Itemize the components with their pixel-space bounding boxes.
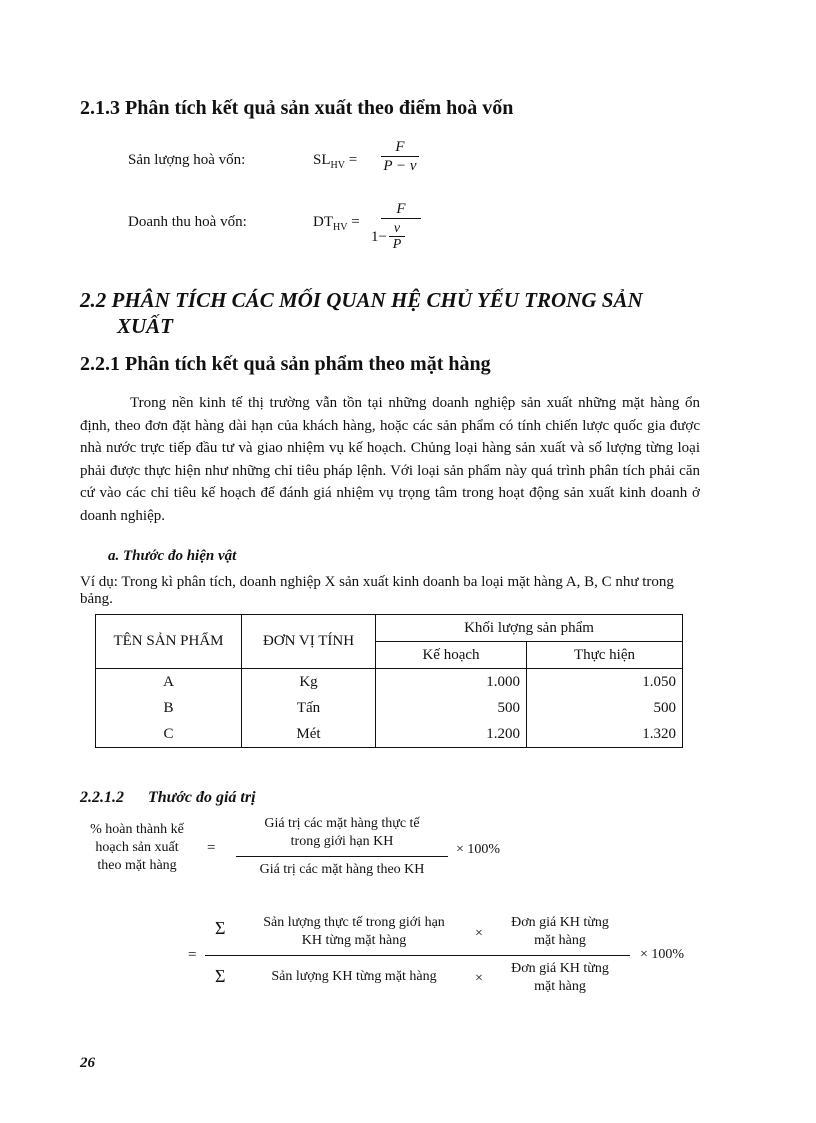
lhs-line-1: % hoàn thành kế: [90, 822, 184, 837]
product-quantity-table: [95, 614, 683, 748]
cell-plan: 500: [376, 695, 527, 721]
fraction-bar: [236, 856, 448, 857]
sigma-top: Σ: [215, 918, 226, 938]
completion-numerator: [236, 815, 448, 851]
breakeven-revenue-label: Doanh thu hoà vốn:: [128, 214, 247, 230]
bottom-right-line-1: Đơn giá KH từng: [511, 961, 609, 976]
header-quantity-group: Khối lượng sản phẩm: [376, 615, 683, 642]
top-left-line-1: Sản lượng thực tế trong giới hạn: [263, 915, 445, 930]
cell-unit: Kg: [242, 669, 376, 696]
page-number: 26: [80, 1055, 95, 1071]
times-bottom: ×: [475, 971, 483, 986]
times-100-percent: × 100%: [456, 842, 501, 857]
completion-denominator: Giá trị các mặt hàng theo KH: [259, 862, 425, 877]
cell-actual: 1.050: [527, 669, 683, 696]
fraction-numerator: F: [395, 139, 405, 155]
paragraph-text: Trong nền kinh tế thị trường vẫn tồn tại những doanh nghiệp sản xuất những mặt hàng ổn định, theo đơn đặt hàng dài hạn của khách hàng, hoặc các sản phẩm có tính chiến lược quốc gia được nhà nước trực tiếp đầu tư và giao nhiệm vụ kế hoạch. Chủng loại hàng sản xuất và số lượng từng loại phải được thực hiện như những chỉ tiêu pháp lệnh. Với loại sản phẩm này quá trình phân tích phải căn cứ vào các chỉ tiêu kế hoạch để đánh giá nhiệm vụ trọng tâm trong hoạt động sản xuất kinh doanh ở doanh nghiệp.: [80, 395, 700, 524]
cell-actual: 1.320: [527, 721, 683, 748]
lhs-main: SL: [313, 152, 331, 168]
example-text: Ví dụ: Trong kì phân tích, doanh nghiệp X sản xuất kinh doanh ba loại mặt hàng A, B, C như trong bảng.: [80, 574, 674, 607]
cell-unit: Tấn: [242, 695, 376, 721]
times-100-percent-2: × 100%: [640, 947, 685, 962]
sigma-bottom: Σ: [215, 966, 226, 986]
table-row: [96, 669, 683, 696]
times-top: ×: [475, 926, 483, 941]
table-row: [96, 721, 683, 748]
inner-fraction: [389, 221, 405, 253]
inner-denominator: P: [392, 237, 402, 252]
equals-sign: =: [351, 214, 360, 230]
cell-product: C: [96, 721, 242, 748]
breakeven-quantity-fraction: [381, 138, 419, 176]
breakeven-revenue-lhs: [313, 214, 360, 233]
top-right-line-1: Đơn giá KH từng: [511, 915, 609, 930]
lhs-main: DT: [313, 214, 333, 230]
cell-unit: Mét: [242, 721, 376, 748]
top-right-term: [495, 914, 625, 950]
equals-sign-2: =: [188, 947, 197, 963]
top-right-line-2: mặt hàng: [534, 933, 586, 948]
fraction-numerator: F: [396, 201, 406, 217]
numerator-line-2: trong giới hạn KH: [290, 834, 394, 849]
lhs-sub: HV: [333, 222, 348, 233]
header-unit: ĐƠN VỊ TÍNH: [242, 615, 376, 669]
cell-product: B: [96, 695, 242, 721]
section-heading-2-2-line1: 2.2 PHÂN TÍCH CÁC MỐI QUAN HỆ CHỦ YẾU TRONG SẢN: [80, 288, 643, 312]
section-heading-2-1-3: 2.1.3 Phân tích kết quả sản xuất theo điểm hoà vốn: [80, 97, 514, 119]
section-heading-2-2-line2: XUẤT: [117, 314, 174, 338]
heading-text: Thước đo giá trị: [148, 789, 256, 806]
cell-plan: 1.000: [376, 669, 527, 696]
cell-actual: 500: [527, 695, 683, 721]
fraction-bar: [381, 218, 421, 219]
cell-product: A: [96, 669, 242, 696]
lhs-line-3: theo mặt hàng: [97, 858, 177, 873]
bottom-right-term: [495, 960, 625, 996]
table-header-row-1: [96, 615, 683, 642]
bottom-left-term: Sản lượng KH từng mặt hàng: [271, 969, 437, 984]
numerator-line-1: Giá trị các mặt hàng thực tế: [264, 816, 420, 831]
denominator-prefix: 1−: [371, 228, 387, 245]
top-left-line-2: KH từng mặt hàng: [301, 933, 407, 948]
lhs-line-2: hoạch sản xuất: [95, 840, 179, 855]
heading-number: 2.2.1.2: [80, 789, 124, 806]
table-row: [96, 695, 683, 721]
completion-lhs: [72, 821, 202, 875]
subsection-heading-a: a. Thước đo hiện vật: [108, 548, 237, 564]
bottom-right-line-2: mặt hàng: [534, 979, 586, 994]
equals-sign: =: [348, 152, 358, 168]
cell-plan: 1.200: [376, 721, 527, 748]
breakeven-revenue-fraction: [371, 200, 421, 253]
header-plan: Kế hoạch: [376, 642, 527, 669]
lhs-sub: HV: [330, 160, 345, 171]
header-actual: Thực hiện: [527, 642, 683, 669]
top-left-term: [243, 914, 465, 950]
breakeven-quantity-lhs: [313, 152, 357, 171]
header-product: TÊN SẢN PHẨM: [96, 615, 242, 669]
breakeven-quantity-label: Sản lượng hoà vốn:: [128, 152, 246, 168]
equals-sign: =: [207, 840, 216, 856]
body-paragraph: [80, 392, 700, 527]
section-heading-2-2-1-2: [80, 789, 256, 807]
section-heading-2-2-1: 2.2.1 Phân tích kết quả sản phẩm theo mặt hàng: [80, 353, 491, 375]
inner-numerator: v: [393, 221, 401, 236]
big-fraction-bar: [205, 955, 630, 956]
fraction-denominator: P − v: [383, 158, 417, 174]
fraction-denominator: [371, 221, 421, 253]
